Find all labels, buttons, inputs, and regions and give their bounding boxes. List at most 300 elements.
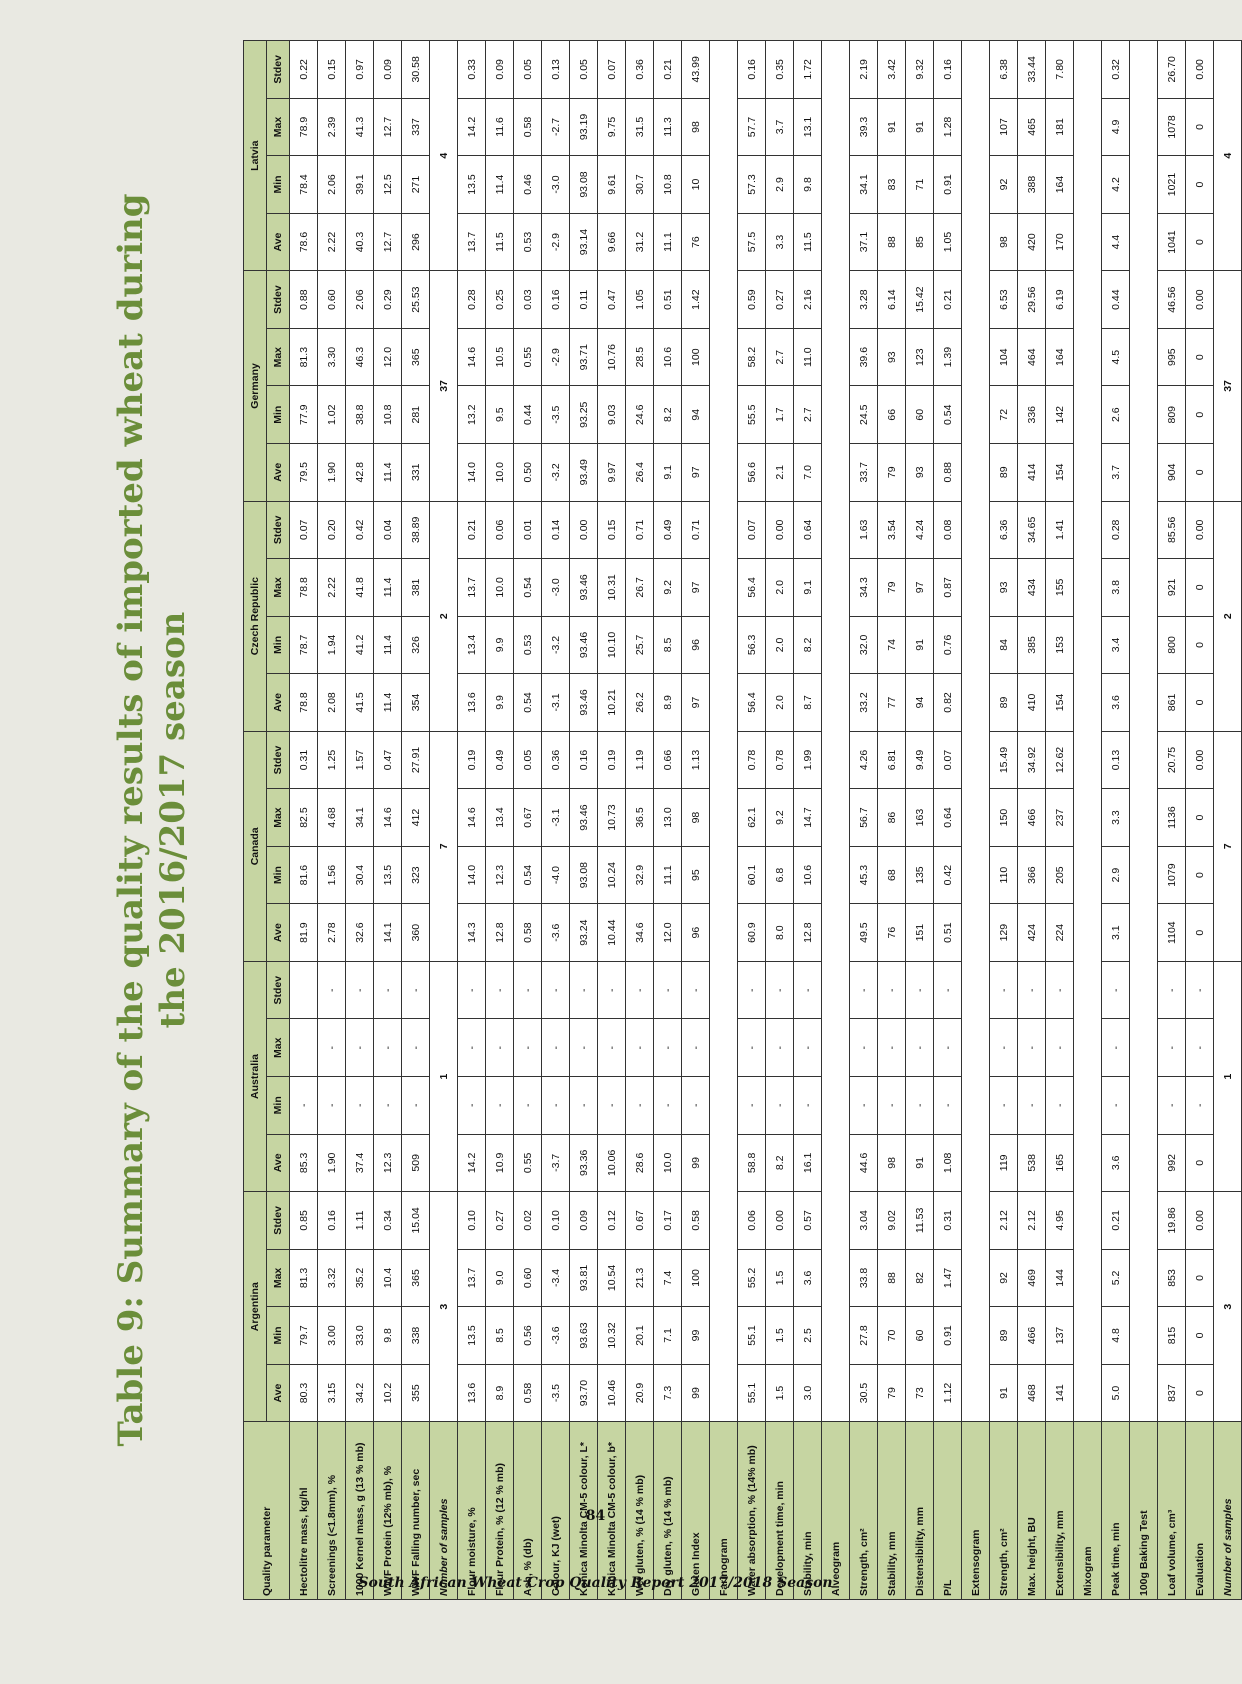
table-cell: 49.5 bbox=[850, 904, 878, 962]
table-cell: - bbox=[766, 1077, 794, 1135]
table-title bbox=[100, 40, 230, 1600]
table-cell: 0 bbox=[1186, 616, 1214, 674]
table-cell: 9.49 bbox=[906, 731, 934, 789]
table-cell: 4.2 bbox=[1102, 156, 1130, 214]
table-cell: 0.25 bbox=[486, 271, 514, 329]
table-cell: 98 bbox=[682, 789, 710, 847]
parameter-label: Farinogram bbox=[710, 1422, 738, 1600]
table-cell: 57.3 bbox=[738, 156, 766, 214]
table-cell: 6.19 bbox=[1046, 271, 1074, 329]
table-cell: 11.5 bbox=[486, 213, 514, 271]
table-cell: 11.1 bbox=[654, 846, 682, 904]
table-cell: 354 bbox=[402, 674, 430, 732]
stat-subheader: Max bbox=[267, 328, 290, 386]
table-cell: - bbox=[458, 1019, 486, 1077]
table-cell: 88 bbox=[878, 1249, 906, 1307]
table-cell: 861 bbox=[1158, 674, 1186, 732]
table-cell: 0.53 bbox=[514, 213, 542, 271]
table-cell: 29.56 bbox=[1018, 271, 1046, 329]
table-cell: 10.6 bbox=[654, 328, 682, 386]
table-cell: 142 bbox=[1046, 386, 1074, 444]
table-cell: 8.2 bbox=[794, 616, 822, 674]
table-row bbox=[906, 41, 934, 1600]
table-cell: 81.3 bbox=[290, 1249, 318, 1307]
table-cell: 9.8 bbox=[794, 156, 822, 214]
table-cell: 1021 bbox=[1158, 156, 1186, 214]
table-cell: 93.08 bbox=[570, 156, 598, 214]
table-cell: 38.8 bbox=[346, 386, 374, 444]
table-cell: 10.06 bbox=[598, 1134, 626, 1192]
table-cell: - bbox=[346, 1077, 374, 1135]
table-cell: 72 bbox=[990, 386, 1018, 444]
stat-subheader: Min bbox=[267, 616, 290, 674]
rotated-table-page bbox=[100, 40, 1234, 1600]
table-cell: 3.4 bbox=[1102, 616, 1130, 674]
table-cell: 0.20 bbox=[318, 501, 346, 559]
sample-count-cell: 1 bbox=[430, 961, 458, 1191]
table-cell: 91 bbox=[906, 1134, 934, 1192]
table-cell: 336 bbox=[1018, 386, 1046, 444]
table-cell: 6.38 bbox=[990, 41, 1018, 99]
table-cell: 0.32 bbox=[1102, 41, 1130, 99]
table-cell: 326 bbox=[402, 616, 430, 674]
table-cell: 12.0 bbox=[654, 904, 682, 962]
table-cell: 0.53 bbox=[514, 616, 542, 674]
table-cell: -3.6 bbox=[542, 904, 570, 962]
table-cell: 4.4 bbox=[1102, 213, 1130, 271]
table-cell: 0.47 bbox=[374, 731, 402, 789]
table-cell: 4.5 bbox=[1102, 328, 1130, 386]
table-cell bbox=[290, 1019, 318, 1077]
table-cell: 14.0 bbox=[458, 846, 486, 904]
parameter-label: Extensibility, mm bbox=[1046, 1422, 1074, 1600]
table-cell: 0.16 bbox=[934, 41, 962, 99]
table-cell: 37.1 bbox=[850, 213, 878, 271]
table-row bbox=[346, 41, 374, 1600]
table-cell: 12.62 bbox=[1046, 731, 1074, 789]
table-cell: 800 bbox=[1158, 616, 1186, 674]
table-cell: 11.4 bbox=[374, 559, 402, 617]
table-cell: 9.1 bbox=[794, 559, 822, 617]
parameter-label: Konica Minolta CM-5 colour, b* bbox=[598, 1422, 626, 1600]
table-cell: 13.6 bbox=[458, 674, 486, 732]
table-cell: - bbox=[570, 961, 598, 1019]
table-cell: 91 bbox=[906, 616, 934, 674]
table-cell: 1.5 bbox=[766, 1249, 794, 1307]
table-cell: 0.58 bbox=[514, 904, 542, 962]
table-cell: - bbox=[514, 1077, 542, 1135]
table-cell: 70 bbox=[878, 1307, 906, 1365]
table-cell: 137 bbox=[1046, 1307, 1074, 1365]
table-cell: 0.03 bbox=[514, 271, 542, 329]
table-cell: 1.57 bbox=[346, 731, 374, 789]
table-cell: 853 bbox=[1158, 1249, 1186, 1307]
table-cell: 1104 bbox=[1158, 904, 1186, 962]
table-cell: 19.86 bbox=[1158, 1192, 1186, 1250]
title-line-2: the 2016/2017 season bbox=[153, 611, 193, 1029]
table-cell: 14.2 bbox=[458, 98, 486, 156]
section-blank bbox=[822, 41, 850, 1422]
table-cell: 94 bbox=[682, 386, 710, 444]
table-cell: 1.5 bbox=[766, 1364, 794, 1422]
table-cell: 9.75 bbox=[598, 98, 626, 156]
table-cell: 538 bbox=[1018, 1134, 1046, 1192]
table-cell: 0.58 bbox=[682, 1192, 710, 1250]
table-cell: 39.6 bbox=[850, 328, 878, 386]
parameter-label: Gluten Index bbox=[682, 1422, 710, 1600]
table-cell: 41.8 bbox=[346, 559, 374, 617]
table-cell: 153 bbox=[1046, 616, 1074, 674]
table-cell: 12.3 bbox=[374, 1134, 402, 1192]
table-cell: 78.7 bbox=[290, 616, 318, 674]
table-cell: 10.9 bbox=[486, 1134, 514, 1192]
table-cell: 0 bbox=[1186, 98, 1214, 156]
parameter-label: 1000 Kernel mass, g (13 % mb) bbox=[346, 1422, 374, 1600]
table-cell: 34.92 bbox=[1018, 731, 1046, 789]
table-cell: 6.8 bbox=[766, 846, 794, 904]
table-cell: 0.82 bbox=[934, 674, 962, 732]
table-cell: 31.2 bbox=[626, 213, 654, 271]
stat-subheader: Ave bbox=[267, 1364, 290, 1422]
table-cell: 0.00 bbox=[1186, 41, 1214, 99]
stat-subheader: Min bbox=[267, 156, 290, 214]
table-row bbox=[990, 41, 1018, 1600]
table-cell: 0.27 bbox=[486, 1192, 514, 1250]
table-cell: 71 bbox=[906, 156, 934, 214]
table-cell: - bbox=[626, 1019, 654, 1077]
parameter-label: Ash, % (db) bbox=[514, 1422, 542, 1600]
table-cell: 25.53 bbox=[402, 271, 430, 329]
parameter-label: Water absorption, % (14% mb) bbox=[738, 1422, 766, 1600]
table-cell: - bbox=[486, 1077, 514, 1135]
table-cell: 0.51 bbox=[934, 904, 962, 962]
table-cell: 0.27 bbox=[766, 271, 794, 329]
stat-subheader: Min bbox=[267, 846, 290, 904]
table-cell: - bbox=[878, 1019, 906, 1077]
table-cell: 93.63 bbox=[570, 1307, 598, 1365]
table-cell: 93.19 bbox=[570, 98, 598, 156]
table-cell: -2.9 bbox=[542, 328, 570, 386]
table-cell: 13.4 bbox=[486, 789, 514, 847]
table-cell: 0.67 bbox=[514, 789, 542, 847]
table-cell: 0.21 bbox=[458, 501, 486, 559]
table-cell: 2.06 bbox=[346, 271, 374, 329]
stat-subheader: Ave bbox=[267, 444, 290, 502]
table-cell: - bbox=[654, 1077, 682, 1135]
table-cell: 95 bbox=[682, 846, 710, 904]
table-cell: 0 bbox=[1186, 1134, 1214, 1192]
table-cell: 164 bbox=[1046, 328, 1074, 386]
table-cell: 10.5 bbox=[486, 328, 514, 386]
parameter-label: P/L bbox=[934, 1422, 962, 1600]
table-cell: 0.00 bbox=[1186, 731, 1214, 789]
table-cell: 0.64 bbox=[934, 789, 962, 847]
table-cell: 0 bbox=[1186, 213, 1214, 271]
table-cell: - bbox=[794, 1077, 822, 1135]
sample-count-cell: 2 bbox=[1214, 501, 1242, 731]
table-cell: - bbox=[542, 1077, 570, 1135]
table-cell: 1041 bbox=[1158, 213, 1186, 271]
parameter-label: Distensibility, mm bbox=[906, 1422, 934, 1600]
table-cell: 37.4 bbox=[346, 1134, 374, 1192]
table-cell: 55.2 bbox=[738, 1249, 766, 1307]
table-cell: - bbox=[906, 1019, 934, 1077]
table-cell: 13.5 bbox=[374, 846, 402, 904]
table-cell: 12.7 bbox=[374, 213, 402, 271]
table-cell: 385 bbox=[1018, 616, 1046, 674]
table-cell: 0.85 bbox=[290, 1192, 318, 1250]
table-cell: 13.7 bbox=[458, 213, 486, 271]
table-cell: 107 bbox=[990, 98, 1018, 156]
table-cell: 93.46 bbox=[570, 674, 598, 732]
table-cell: 78.8 bbox=[290, 674, 318, 732]
table-cell: - bbox=[1046, 1019, 1074, 1077]
table-cell: 4.8 bbox=[1102, 1307, 1130, 1365]
parameter-label: Wet gluten, % (14 % mb) bbox=[626, 1422, 654, 1600]
table-cell: 4.24 bbox=[906, 501, 934, 559]
table-cell: 26.4 bbox=[626, 444, 654, 502]
table-cell: 0.54 bbox=[514, 674, 542, 732]
table-cell: 0.00 bbox=[1186, 501, 1214, 559]
table-cell: 388 bbox=[1018, 156, 1046, 214]
table-cell: 3.04 bbox=[850, 1192, 878, 1250]
table-cell: 11.1 bbox=[654, 213, 682, 271]
table-cell: 0.54 bbox=[934, 386, 962, 444]
table-cell: 2.0 bbox=[766, 616, 794, 674]
table-cell: 34.6 bbox=[626, 904, 654, 962]
table-cell: 81.9 bbox=[290, 904, 318, 962]
table-cell: - bbox=[738, 1019, 766, 1077]
table-cell: 0.31 bbox=[934, 1192, 962, 1250]
table-cell: 10.8 bbox=[374, 386, 402, 444]
table-cell: 434 bbox=[1018, 559, 1046, 617]
parameter-label: Alveogram bbox=[822, 1422, 850, 1600]
table-cell: 93.71 bbox=[570, 328, 598, 386]
table-cell: 1.28 bbox=[934, 98, 962, 156]
table-cell: 2.0 bbox=[766, 674, 794, 732]
parameter-label: WWF Falling number, sec bbox=[402, 1422, 430, 1600]
table-cell: 2.12 bbox=[1018, 1192, 1046, 1250]
table-cell: 0.00 bbox=[570, 501, 598, 559]
table-cell: 85 bbox=[906, 213, 934, 271]
table-cell: 0.51 bbox=[654, 271, 682, 329]
country-header: Canada bbox=[244, 731, 267, 961]
table-cell: 150 bbox=[990, 789, 1018, 847]
table-cell: 100 bbox=[682, 328, 710, 386]
stat-subheader: Stdev bbox=[267, 41, 290, 99]
table-cell: 3.8 bbox=[1102, 559, 1130, 617]
table-cell: 93.36 bbox=[570, 1134, 598, 1192]
table-cell: 73 bbox=[906, 1364, 934, 1422]
table-cell: 93.46 bbox=[570, 616, 598, 674]
stat-subheader: Ave bbox=[267, 1134, 290, 1192]
table-cell: 466 bbox=[1018, 789, 1046, 847]
table-cell: - bbox=[1018, 1077, 1046, 1135]
parameter-label: WWF Protein (12% mb), % bbox=[374, 1422, 402, 1600]
table-cell: 12.3 bbox=[486, 846, 514, 904]
table-cell: 81.3 bbox=[290, 328, 318, 386]
table-cell: 2.22 bbox=[318, 559, 346, 617]
table-cell: 9.5 bbox=[486, 386, 514, 444]
table-cell: 91 bbox=[990, 1364, 1018, 1422]
table-cell: 10.73 bbox=[598, 789, 626, 847]
table-cell: 9.0 bbox=[486, 1249, 514, 1307]
table-cell: 14.6 bbox=[458, 328, 486, 386]
table-cell: - bbox=[346, 1019, 374, 1077]
table-cell: 414 bbox=[1018, 444, 1046, 502]
table-cell: 3.7 bbox=[1102, 444, 1130, 502]
table-cell: 25.7 bbox=[626, 616, 654, 674]
table-cell: 10.4 bbox=[374, 1249, 402, 1307]
table-cell: 99 bbox=[682, 1307, 710, 1365]
table-cell: 0.76 bbox=[934, 616, 962, 674]
table-cell: 338 bbox=[402, 1307, 430, 1365]
table-cell: 995 bbox=[1158, 328, 1186, 386]
table-cell: 89 bbox=[990, 1307, 1018, 1365]
table-cell: 85.56 bbox=[1158, 501, 1186, 559]
table-cell: 62.1 bbox=[738, 789, 766, 847]
table-cell: 1.25 bbox=[318, 731, 346, 789]
table-cell: 154 bbox=[1046, 674, 1074, 732]
table-cell: 6.81 bbox=[878, 731, 906, 789]
table-cell: 10.2 bbox=[374, 1364, 402, 1422]
table-cell: 1.42 bbox=[682, 271, 710, 329]
table-cell: 39.3 bbox=[850, 98, 878, 156]
table-cell: 83 bbox=[878, 156, 906, 214]
table-cell: 10.44 bbox=[598, 904, 626, 962]
table-cell: - bbox=[654, 961, 682, 1019]
table-cell: 0.13 bbox=[542, 41, 570, 99]
table-cell: 0.15 bbox=[318, 41, 346, 99]
stat-subheader: Max bbox=[267, 1019, 290, 1077]
table-cell: 110 bbox=[990, 846, 1018, 904]
table-cell: 0.28 bbox=[458, 271, 486, 329]
table-cell: 0.09 bbox=[570, 1192, 598, 1250]
table-cell: 0.56 bbox=[514, 1307, 542, 1365]
parameter-label: Number of samples bbox=[430, 1422, 458, 1600]
table-cell: 2.0 bbox=[766, 559, 794, 617]
table-cell: 0 bbox=[1186, 386, 1214, 444]
table-cell: 9.97 bbox=[598, 444, 626, 502]
table-row bbox=[878, 41, 906, 1600]
table-cell: - bbox=[878, 961, 906, 1019]
table-cell: 0.71 bbox=[682, 501, 710, 559]
table-cell: -3.4 bbox=[542, 1249, 570, 1307]
table-cell: 420 bbox=[1018, 213, 1046, 271]
table-cell: 0.47 bbox=[598, 271, 626, 329]
table-cell: 30.4 bbox=[346, 846, 374, 904]
table-cell: 0.16 bbox=[318, 1192, 346, 1250]
table-cell: 12.8 bbox=[486, 904, 514, 962]
table-cell: - bbox=[626, 1077, 654, 1135]
table-cell: 56.4 bbox=[738, 559, 766, 617]
table-cell: 56.6 bbox=[738, 444, 766, 502]
table-cell: 79.5 bbox=[290, 444, 318, 502]
table-cell: 9.61 bbox=[598, 156, 626, 214]
table-cell: 0.09 bbox=[486, 41, 514, 99]
table-cell: 2.6 bbox=[1102, 386, 1130, 444]
stat-subheader: Min bbox=[267, 1077, 290, 1135]
table-cell: 0.15 bbox=[598, 501, 626, 559]
table-cell: 60.1 bbox=[738, 846, 766, 904]
table-cell: 2.08 bbox=[318, 674, 346, 732]
table-cell: 154 bbox=[1046, 444, 1074, 502]
table-cell: 2.7 bbox=[766, 328, 794, 386]
table-cell: 7.4 bbox=[654, 1249, 682, 1307]
table-cell: 6.53 bbox=[990, 271, 1018, 329]
table-cell: 98 bbox=[878, 1134, 906, 1192]
table-cell: 14.3 bbox=[458, 904, 486, 962]
table-cell: 3.00 bbox=[318, 1307, 346, 1365]
table-cell: 80.3 bbox=[290, 1364, 318, 1422]
table-cell: 15.49 bbox=[990, 731, 1018, 789]
table-cell: 0.58 bbox=[514, 1364, 542, 1422]
table-cell: 0.08 bbox=[934, 501, 962, 559]
table-cell: 271 bbox=[402, 156, 430, 214]
parameter-label: Max. height, BU bbox=[1018, 1422, 1046, 1600]
table-cell: 26.7 bbox=[626, 559, 654, 617]
table-cell: 91 bbox=[906, 98, 934, 156]
table-cell: - bbox=[878, 1077, 906, 1135]
table-row bbox=[850, 41, 878, 1600]
table-cell: 8.0 bbox=[766, 904, 794, 962]
parameter-label: Colour, KJ (wet) bbox=[542, 1422, 570, 1600]
table-cell: - bbox=[738, 961, 766, 1019]
table-cell: -3.0 bbox=[542, 559, 570, 617]
table-cell: 8.9 bbox=[654, 674, 682, 732]
table-cell: 129 bbox=[990, 904, 1018, 962]
table-cell: 0.54 bbox=[514, 559, 542, 617]
table-cell: 97 bbox=[682, 559, 710, 617]
table-cell: 0.97 bbox=[346, 41, 374, 99]
table-cell: -3.1 bbox=[542, 674, 570, 732]
table-cell: 93.24 bbox=[570, 904, 598, 962]
table-cell: 237 bbox=[1046, 789, 1074, 847]
table-cell: 0.16 bbox=[570, 731, 598, 789]
table-cell: 9.9 bbox=[486, 674, 514, 732]
table-cell: 98 bbox=[682, 98, 710, 156]
table-cell: - bbox=[794, 1019, 822, 1077]
table-cell: 3.15 bbox=[318, 1364, 346, 1422]
table-cell: 82 bbox=[906, 1249, 934, 1307]
table-cell: 921 bbox=[1158, 559, 1186, 617]
table-cell: 14.0 bbox=[458, 444, 486, 502]
table-row bbox=[1046, 41, 1074, 1600]
table-cell: 281 bbox=[402, 386, 430, 444]
parameter-label: Strength, cm² bbox=[850, 1422, 878, 1600]
table-cell: 2.06 bbox=[318, 156, 346, 214]
table-cell: 79 bbox=[878, 559, 906, 617]
table-cell: 27.8 bbox=[850, 1307, 878, 1365]
table-cell: 0.07 bbox=[934, 731, 962, 789]
sample-count-cell: 7 bbox=[1214, 731, 1242, 961]
table-row bbox=[570, 41, 598, 1600]
table-cell: 89 bbox=[990, 674, 1018, 732]
table-cell: 10.32 bbox=[598, 1307, 626, 1365]
table-cell: 3.3 bbox=[1102, 789, 1130, 847]
table-cell: 16.1 bbox=[794, 1134, 822, 1192]
table-cell: 11.5 bbox=[794, 213, 822, 271]
table-cell: 1.05 bbox=[626, 271, 654, 329]
table-cell: 0.00 bbox=[1186, 1192, 1214, 1250]
table-cell: 365 bbox=[402, 328, 430, 386]
table-cell: - bbox=[542, 961, 570, 1019]
table-row bbox=[654, 41, 682, 1600]
table-cell: 0.06 bbox=[486, 501, 514, 559]
table-cell: - bbox=[1158, 1077, 1186, 1135]
table-cell: 992 bbox=[1158, 1134, 1186, 1192]
table-cell: 0 bbox=[1186, 789, 1214, 847]
